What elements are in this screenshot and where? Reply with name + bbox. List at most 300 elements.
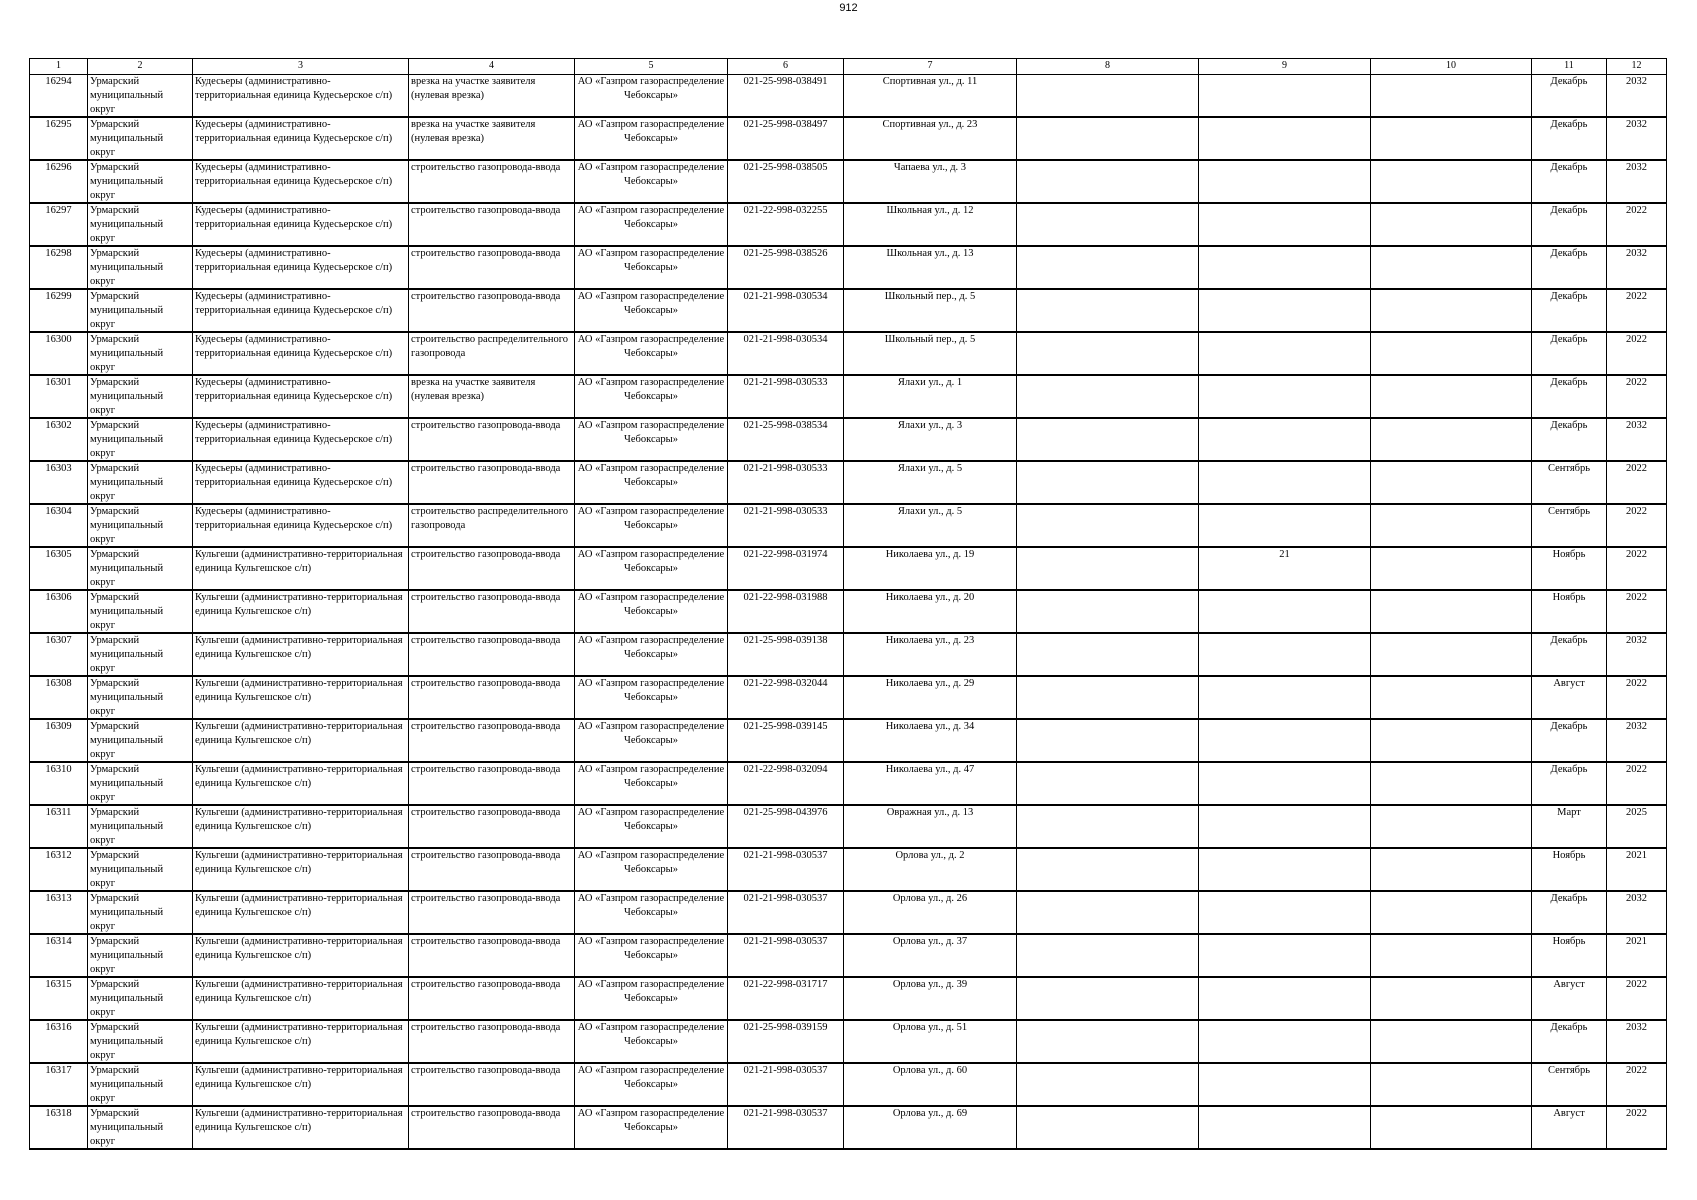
column-9-cell bbox=[1199, 676, 1371, 719]
settlement-cell bbox=[193, 1063, 409, 1106]
column-9-cell bbox=[1199, 762, 1371, 805]
table-row bbox=[30, 117, 1667, 160]
organization-cell-text: АО «Газпром газораспределение Чебоксары» bbox=[577, 1022, 725, 1047]
year-cell-text: 2022 bbox=[1626, 592, 1647, 603]
table-row bbox=[30, 504, 1667, 547]
gasification-register-table bbox=[29, 58, 1667, 1150]
organization-cell-text: АО «Газпром газораспределение Чебоксары» bbox=[577, 506, 725, 531]
column-header: 6 bbox=[728, 59, 844, 75]
settlement-cell bbox=[193, 547, 409, 590]
settlement-cell bbox=[193, 461, 409, 504]
month-cell bbox=[1532, 75, 1607, 118]
object-code-cell bbox=[728, 1063, 844, 1106]
column-number-header-row bbox=[30, 59, 1667, 75]
work-type-cell-text: строительство распределительного газопровода bbox=[411, 334, 569, 359]
column-9-cell bbox=[1199, 1020, 1371, 1063]
settlement-cell-text: Кульгеши (административно-территориальная единица Кульгешское с/п) bbox=[195, 721, 403, 746]
column-9-cell bbox=[1199, 590, 1371, 633]
work-type-cell-text: строительство газопровода-ввода bbox=[411, 291, 561, 302]
row-number-cell bbox=[30, 848, 88, 891]
address-cell bbox=[844, 977, 1017, 1020]
district-cell bbox=[88, 246, 193, 289]
organization-cell bbox=[575, 633, 728, 676]
work-type-cell bbox=[409, 461, 575, 504]
work-type-cell-text: строительство распределительного газопровода bbox=[411, 506, 569, 531]
column-8-cell bbox=[1017, 934, 1199, 977]
year-cell bbox=[1607, 633, 1667, 676]
object-code-cell bbox=[728, 547, 844, 590]
table-row bbox=[30, 461, 1667, 504]
month-cell-text: Декабрь bbox=[1550, 162, 1588, 173]
object-code-cell bbox=[728, 633, 844, 676]
month-cell bbox=[1532, 1106, 1607, 1149]
column-10-cell bbox=[1371, 1063, 1532, 1106]
work-type-cell bbox=[409, 289, 575, 332]
column-10-cell bbox=[1371, 1020, 1532, 1063]
month-cell-text: Декабрь bbox=[1550, 635, 1588, 646]
year-cell-text: 2032 bbox=[1626, 248, 1647, 259]
column-10-cell bbox=[1371, 762, 1532, 805]
object-code-cell-text: 021-22-998-031717 bbox=[743, 979, 828, 990]
settlement-cell bbox=[193, 160, 409, 203]
object-code-cell-text: 021-21-998-030533 bbox=[743, 377, 828, 388]
row-number-cell-text: 16295 bbox=[45, 119, 72, 130]
column-10-cell bbox=[1371, 805, 1532, 848]
month-cell bbox=[1532, 289, 1607, 332]
month-cell bbox=[1532, 805, 1607, 848]
settlement-cell bbox=[193, 805, 409, 848]
year-cell-text: 2022 bbox=[1626, 334, 1647, 345]
address-cell bbox=[844, 934, 1017, 977]
row-number-cell bbox=[30, 676, 88, 719]
object-code-cell-text: 021-22-998-032044 bbox=[743, 678, 828, 689]
district-cell-text: Урмарский муниципальный округ bbox=[90, 721, 164, 760]
settlement-cell-text: Кульгеши (административно-территориальная единица Кульгешское с/п) bbox=[195, 592, 403, 617]
object-code-cell bbox=[728, 977, 844, 1020]
month-cell-text: Декабрь bbox=[1550, 420, 1588, 431]
address-cell-text: Орлова ул., д. 2 bbox=[895, 850, 965, 861]
object-code-cell bbox=[728, 719, 844, 762]
year-cell-text: 2022 bbox=[1626, 549, 1647, 560]
year-cell-text: 2032 bbox=[1626, 119, 1647, 130]
district-cell bbox=[88, 203, 193, 246]
address-cell bbox=[844, 762, 1017, 805]
month-cell bbox=[1532, 418, 1607, 461]
settlement-cell bbox=[193, 762, 409, 805]
district-cell-text: Урмарский муниципальный округ bbox=[90, 592, 164, 631]
column-10-cell bbox=[1371, 676, 1532, 719]
work-type-cell-text: строительство газопровода-ввода bbox=[411, 936, 561, 947]
district-cell bbox=[88, 461, 193, 504]
settlement-cell bbox=[193, 934, 409, 977]
district-cell bbox=[88, 332, 193, 375]
work-type-cell-text: строительство газопровода-ввода bbox=[411, 721, 561, 732]
column-8-cell bbox=[1017, 547, 1199, 590]
year-cell bbox=[1607, 117, 1667, 160]
settlement-cell-text: Кульгеши (административно-территориальная единица Кульгешское с/п) bbox=[195, 936, 403, 961]
column-9-cell bbox=[1199, 891, 1371, 934]
column-9-cell bbox=[1199, 375, 1371, 418]
object-code-cell-text: 021-21-998-030537 bbox=[743, 893, 828, 904]
row-number-cell bbox=[30, 504, 88, 547]
month-cell-text: Декабрь bbox=[1550, 248, 1588, 259]
district-cell-text: Урмарский муниципальный округ bbox=[90, 893, 164, 932]
register-body bbox=[30, 75, 1667, 1150]
district-cell bbox=[88, 547, 193, 590]
settlement-cell-text: Кульгеши (административно-территориальная единица Кульгешское с/п) bbox=[195, 678, 403, 703]
month-cell-text: Август bbox=[1553, 979, 1585, 990]
settlement-cell-text: Кудесьеры (административно-территориальная единица Кудесьерское с/п) bbox=[195, 506, 393, 531]
work-type-cell-text: строительство газопровода-ввода bbox=[411, 549, 561, 560]
work-type-cell-text: строительство газопровода-ввода bbox=[411, 807, 561, 818]
organization-cell bbox=[575, 117, 728, 160]
address-cell bbox=[844, 75, 1017, 118]
address-cell-text: Николаева ул., д. 20 bbox=[885, 592, 975, 603]
address-cell bbox=[844, 891, 1017, 934]
work-type-cell bbox=[409, 375, 575, 418]
row-number-cell-text: 16296 bbox=[45, 162, 72, 173]
column-9-cell bbox=[1199, 719, 1371, 762]
address-cell bbox=[844, 375, 1017, 418]
month-cell-text: Декабрь bbox=[1550, 1022, 1588, 1033]
district-cell bbox=[88, 762, 193, 805]
month-cell bbox=[1532, 375, 1607, 418]
object-code-cell-text: 021-25-998-039159 bbox=[743, 1022, 828, 1033]
year-cell bbox=[1607, 1106, 1667, 1149]
column-10-cell bbox=[1371, 1106, 1532, 1149]
organization-cell-text: АО «Газпром газораспределение Чебоксары» bbox=[577, 592, 725, 617]
organization-cell bbox=[575, 461, 728, 504]
district-cell bbox=[88, 375, 193, 418]
organization-cell bbox=[575, 934, 728, 977]
column-10-cell bbox=[1371, 203, 1532, 246]
settlement-cell-text: Кудесьеры (административно-территориальная единица Кудесьерское с/п) bbox=[195, 76, 393, 101]
column-8-cell bbox=[1017, 977, 1199, 1020]
settlement-cell bbox=[193, 1020, 409, 1063]
work-type-cell-text: строительство газопровода-ввода bbox=[411, 893, 561, 904]
settlement-cell-text: Кудесьеры (административно-территориальная единица Кудесьерское с/п) bbox=[195, 334, 393, 359]
year-cell bbox=[1607, 934, 1667, 977]
table-row bbox=[30, 848, 1667, 891]
work-type-cell bbox=[409, 1063, 575, 1106]
address-cell-text: Овражная ул., д. 13 bbox=[886, 807, 974, 818]
address-cell bbox=[844, 160, 1017, 203]
object-code-cell bbox=[728, 461, 844, 504]
district-cell bbox=[88, 848, 193, 891]
address-cell-text: Орлова ул., д. 69 bbox=[892, 1108, 968, 1119]
settlement-cell bbox=[193, 848, 409, 891]
work-type-cell-text: строительство газопровода-ввода bbox=[411, 764, 561, 775]
district-cell bbox=[88, 977, 193, 1020]
row-number-cell bbox=[30, 590, 88, 633]
district-cell bbox=[88, 676, 193, 719]
row-number-cell bbox=[30, 547, 88, 590]
column-8-cell bbox=[1017, 160, 1199, 203]
organization-cell-text: АО «Газпром газораспределение Чебоксары» bbox=[577, 764, 725, 789]
work-type-cell bbox=[409, 719, 575, 762]
column-9-cell bbox=[1199, 1106, 1371, 1149]
column-header: 7 bbox=[844, 59, 1017, 75]
column-10-cell bbox=[1371, 375, 1532, 418]
organization-cell bbox=[575, 504, 728, 547]
row-number-cell bbox=[30, 977, 88, 1020]
object-code-cell-text: 021-25-998-038497 bbox=[743, 119, 828, 130]
work-type-cell bbox=[409, 75, 575, 118]
column-header: 12 bbox=[1607, 59, 1667, 75]
row-number-cell-text: 16313 bbox=[45, 893, 72, 904]
year-cell-text: 2021 bbox=[1626, 936, 1647, 947]
row-number-cell-text: 16294 bbox=[45, 76, 72, 87]
row-number-cell-text: 16298 bbox=[45, 248, 72, 259]
table-row bbox=[30, 676, 1667, 719]
district-cell-text: Урмарский муниципальный округ bbox=[90, 506, 164, 545]
object-code-cell bbox=[728, 203, 844, 246]
year-cell bbox=[1607, 160, 1667, 203]
settlement-cell-text: Кульгеши (административно-территориальная единица Кульгешское с/п) bbox=[195, 549, 403, 574]
organization-cell-text: АО «Газпром газораспределение Чебоксары» bbox=[577, 807, 725, 832]
object-code-cell-text: 021-21-998-030537 bbox=[743, 850, 828, 861]
settlement-cell bbox=[193, 289, 409, 332]
year-cell bbox=[1607, 289, 1667, 332]
address-cell-text: Ялахи ул., д. 5 bbox=[897, 506, 963, 517]
year-cell-text: 2032 bbox=[1626, 893, 1647, 904]
column-8-cell bbox=[1017, 504, 1199, 547]
table-row bbox=[30, 633, 1667, 676]
address-cell bbox=[844, 1063, 1017, 1106]
work-type-cell bbox=[409, 676, 575, 719]
month-cell bbox=[1532, 633, 1607, 676]
object-code-cell bbox=[728, 504, 844, 547]
column-header: 3 bbox=[193, 59, 409, 75]
table-row bbox=[30, 977, 1667, 1020]
district-cell-text: Урмарский муниципальный округ bbox=[90, 1022, 164, 1061]
column-9-cell bbox=[1199, 504, 1371, 547]
organization-cell bbox=[575, 762, 728, 805]
column-8-cell bbox=[1017, 891, 1199, 934]
row-number-cell-text: 16316 bbox=[45, 1022, 72, 1033]
work-type-cell-text: врезка на участке заявителя (нулевая врезка) bbox=[411, 76, 536, 101]
row-number-cell bbox=[30, 719, 88, 762]
settlement-cell bbox=[193, 418, 409, 461]
month-cell bbox=[1532, 246, 1607, 289]
work-type-cell-text: врезка на участке заявителя (нулевая врезка) bbox=[411, 119, 536, 144]
row-number-cell bbox=[30, 375, 88, 418]
column-8-cell bbox=[1017, 590, 1199, 633]
column-header: 4 bbox=[409, 59, 575, 75]
month-cell-text: Декабрь bbox=[1550, 119, 1588, 130]
column-8-cell bbox=[1017, 719, 1199, 762]
work-type-cell-text: строительство газопровода-ввода bbox=[411, 1022, 561, 1033]
column-header: 1 bbox=[30, 59, 88, 75]
address-cell-text: Николаева ул., д. 47 bbox=[885, 764, 975, 775]
district-cell-text: Урмарский муниципальный округ bbox=[90, 162, 164, 201]
organization-cell bbox=[575, 590, 728, 633]
district-cell-text: Урмарский муниципальный округ bbox=[90, 678, 164, 717]
district-cell-text: Урмарский муниципальный округ bbox=[90, 979, 164, 1018]
table-row bbox=[30, 1106, 1667, 1149]
address-cell bbox=[844, 246, 1017, 289]
column-8-cell bbox=[1017, 676, 1199, 719]
month-cell-text: Сентябрь bbox=[1547, 1065, 1591, 1076]
table-row bbox=[30, 1063, 1667, 1106]
table-row bbox=[30, 418, 1667, 461]
row-number-cell bbox=[30, 117, 88, 160]
object-code-cell-text: 021-21-998-030533 bbox=[743, 506, 828, 517]
month-cell-text: Декабрь bbox=[1550, 291, 1588, 302]
district-cell-text: Урмарский муниципальный округ bbox=[90, 205, 164, 244]
year-cell bbox=[1607, 590, 1667, 633]
year-cell-text: 2022 bbox=[1626, 205, 1647, 216]
year-cell bbox=[1607, 75, 1667, 118]
work-type-cell-text: строительство газопровода-ввода bbox=[411, 162, 561, 173]
column-10-cell bbox=[1371, 418, 1532, 461]
month-cell bbox=[1532, 1063, 1607, 1106]
year-cell bbox=[1607, 891, 1667, 934]
district-cell bbox=[88, 934, 193, 977]
row-number-cell bbox=[30, 1063, 88, 1106]
organization-cell-text: АО «Газпром газораспределение Чебоксары» bbox=[577, 248, 725, 273]
district-cell-text: Урмарский муниципальный округ bbox=[90, 936, 164, 975]
work-type-cell bbox=[409, 633, 575, 676]
year-cell bbox=[1607, 805, 1667, 848]
year-cell bbox=[1607, 762, 1667, 805]
organization-cell bbox=[575, 891, 728, 934]
organization-cell bbox=[575, 977, 728, 1020]
organization-cell-text: АО «Газпром газораспределение Чебоксары» bbox=[577, 979, 725, 1004]
settlement-cell-text: Кульгеши (административно-территориальная единица Кульгешское с/п) bbox=[195, 893, 403, 918]
table-row bbox=[30, 289, 1667, 332]
settlement-cell bbox=[193, 332, 409, 375]
district-cell-text: Урмарский муниципальный округ bbox=[90, 334, 164, 373]
work-type-cell bbox=[409, 762, 575, 805]
organization-cell-text: АО «Газпром газораспределение Чебоксары» bbox=[577, 1065, 725, 1090]
object-code-cell-text: 021-25-998-039138 bbox=[743, 635, 828, 646]
column-10-cell bbox=[1371, 461, 1532, 504]
column-8-cell bbox=[1017, 1106, 1199, 1149]
organization-cell-text: АО «Газпром газораспределение Чебоксары» bbox=[577, 721, 725, 746]
column-9-cell bbox=[1199, 547, 1371, 590]
work-type-cell bbox=[409, 590, 575, 633]
row-number-cell-text: 16297 bbox=[45, 205, 72, 216]
settlement-cell-text: Кульгеши (административно-территориальная единица Кульгешское с/п) bbox=[195, 979, 403, 1004]
district-cell bbox=[88, 418, 193, 461]
district-cell-text: Урмарский муниципальный округ bbox=[90, 76, 164, 115]
work-type-cell bbox=[409, 1020, 575, 1063]
table-row bbox=[30, 203, 1667, 246]
organization-cell-text: АО «Газпром газораспределение Чебоксары» bbox=[577, 549, 725, 574]
month-cell bbox=[1532, 547, 1607, 590]
district-cell bbox=[88, 1063, 193, 1106]
row-number-cell bbox=[30, 75, 88, 118]
table-row bbox=[30, 891, 1667, 934]
table-row bbox=[30, 547, 1667, 590]
settlement-cell-text: Кудесьеры (административно-территориальная единица Кудесьерское с/п) bbox=[195, 377, 393, 402]
settlement-cell-text: Кудесьеры (административно-территориальная единица Кудесьерское с/п) bbox=[195, 162, 393, 187]
settlement-cell-text: Кудесьеры (административно-территориальная единица Кудесьерское с/п) bbox=[195, 291, 393, 316]
table-row bbox=[30, 332, 1667, 375]
year-cell-text: 2022 bbox=[1626, 506, 1647, 517]
column-8-cell bbox=[1017, 418, 1199, 461]
district-cell-text: Урмарский муниципальный округ bbox=[90, 248, 164, 287]
row-number-cell-text: 16318 bbox=[45, 1108, 72, 1119]
work-type-cell-text: строительство газопровода-ввода bbox=[411, 205, 561, 216]
column-10-cell bbox=[1371, 719, 1532, 762]
address-cell bbox=[844, 203, 1017, 246]
year-cell bbox=[1607, 977, 1667, 1020]
column-9-cell bbox=[1199, 117, 1371, 160]
work-type-cell-text: строительство газопровода-ввода bbox=[411, 463, 561, 474]
settlement-cell-text: Кульгеши (административно-территориальная единица Кульгешское с/п) bbox=[195, 1108, 403, 1133]
work-type-cell-text: строительство газопровода-ввода bbox=[411, 1065, 561, 1076]
month-cell-text: Декабрь bbox=[1550, 334, 1588, 345]
year-cell bbox=[1607, 719, 1667, 762]
column-header: 2 bbox=[88, 59, 193, 75]
object-code-cell bbox=[728, 289, 844, 332]
month-cell-text: Ноябрь bbox=[1552, 592, 1586, 603]
organization-cell bbox=[575, 418, 728, 461]
organization-cell-text: АО «Газпром газораспределение Чебоксары» bbox=[577, 678, 725, 703]
object-code-cell bbox=[728, 805, 844, 848]
row-number-cell-text: 16311 bbox=[45, 807, 72, 818]
organization-cell bbox=[575, 332, 728, 375]
object-code-cell-text: 021-22-998-031974 bbox=[743, 549, 828, 560]
work-type-cell-text: строительство газопровода-ввода bbox=[411, 420, 561, 431]
district-cell bbox=[88, 590, 193, 633]
column-8-cell bbox=[1017, 805, 1199, 848]
year-cell-text: 2025 bbox=[1626, 807, 1647, 818]
row-number-cell-text: 16314 bbox=[45, 936, 72, 947]
organization-cell bbox=[575, 805, 728, 848]
object-code-cell-text: 021-21-998-030534 bbox=[743, 291, 828, 302]
object-code-cell bbox=[728, 375, 844, 418]
column-9-cell bbox=[1199, 805, 1371, 848]
address-cell-text: Орлова ул., д. 26 bbox=[892, 893, 968, 904]
organization-cell-text: АО «Газпром газораспределение Чебоксары» bbox=[577, 420, 725, 445]
work-type-cell-text: строительство газопровода-ввода bbox=[411, 248, 561, 259]
column-header: 5 bbox=[575, 59, 728, 75]
organization-cell bbox=[575, 75, 728, 118]
column-9-cell bbox=[1199, 418, 1371, 461]
district-cell bbox=[88, 289, 193, 332]
district-cell-text: Урмарский муниципальный округ bbox=[90, 549, 164, 588]
column-8-cell bbox=[1017, 203, 1199, 246]
column-9-cell bbox=[1199, 332, 1371, 375]
address-cell-text: Школьная ул., д. 13 bbox=[886, 248, 974, 259]
month-cell-text: Ноябрь bbox=[1552, 936, 1586, 947]
object-code-cell bbox=[728, 934, 844, 977]
year-cell-text: 2022 bbox=[1626, 1108, 1647, 1119]
address-cell bbox=[844, 676, 1017, 719]
work-type-cell bbox=[409, 332, 575, 375]
column-10-cell bbox=[1371, 160, 1532, 203]
month-cell-text: Декабрь bbox=[1550, 893, 1588, 904]
month-cell-text: Декабрь bbox=[1550, 721, 1588, 732]
organization-cell-text: АО «Газпром газораспределение Чебоксары» bbox=[577, 205, 725, 230]
month-cell-text: Август bbox=[1553, 678, 1585, 689]
month-cell-text: Декабрь bbox=[1550, 377, 1588, 388]
table-row bbox=[30, 762, 1667, 805]
address-cell-text: Школьный пер., д. 5 bbox=[884, 334, 976, 345]
organization-cell bbox=[575, 289, 728, 332]
work-type-cell bbox=[409, 934, 575, 977]
year-cell-text: 2022 bbox=[1626, 1065, 1647, 1076]
object-code-cell bbox=[728, 246, 844, 289]
column-header: 11 bbox=[1532, 59, 1607, 75]
object-code-cell-text: 021-22-998-032255 bbox=[743, 205, 828, 216]
organization-cell-text: АО «Газпром газораспределение Чебоксары» bbox=[577, 1108, 725, 1133]
organization-cell-text: АО «Газпром газораспределение Чебоксары» bbox=[577, 76, 725, 101]
year-cell bbox=[1607, 848, 1667, 891]
